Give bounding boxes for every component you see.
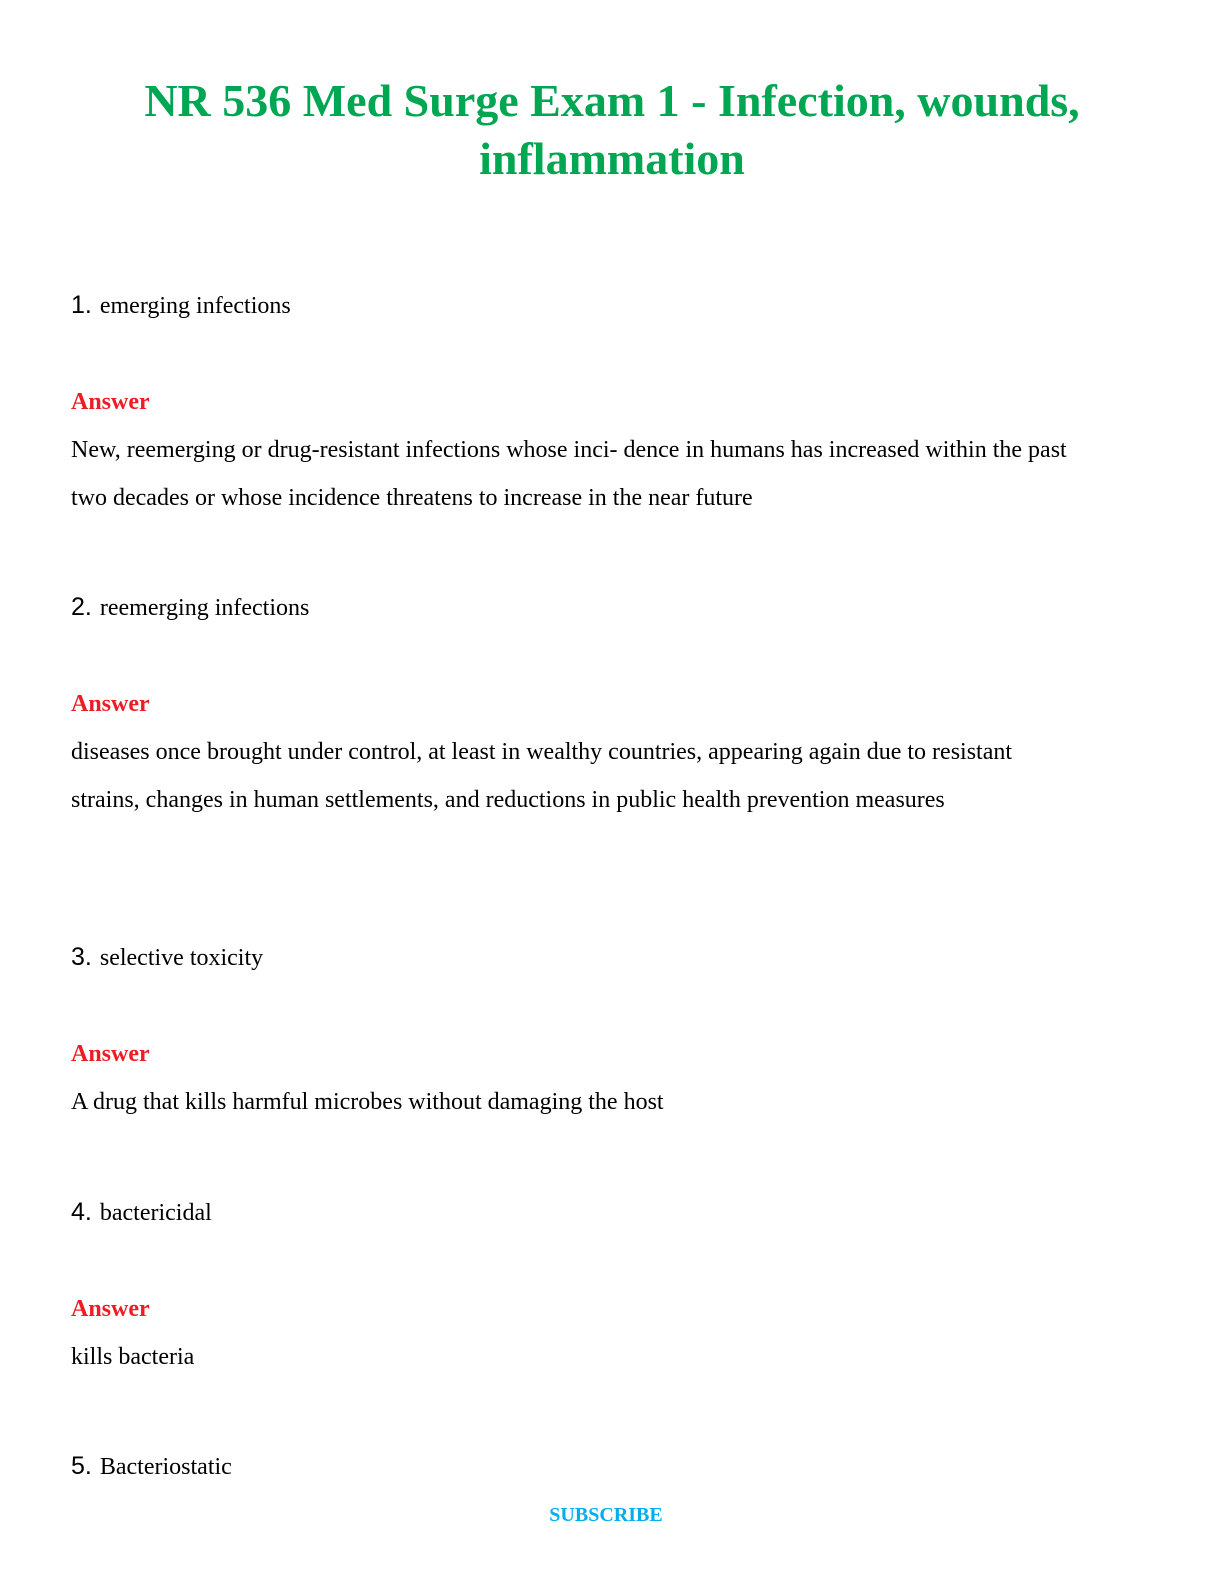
answer-label: Answer [71, 389, 150, 415]
question-4 [71, 1197, 212, 1228]
question-term: emerging infections [99, 293, 291, 319]
question-number: 1. [71, 291, 92, 319]
answer-label: Answer [71, 691, 150, 717]
page-title: NR 536 Med Surge Exam 1 - Infection, wounds, inflammation [144, 75, 1080, 184]
answer-text: New, reemerging or drug-resistant infections whose inci- dence in humans has increased within the past two decades or whose incidence threatens to increase in the near future [71, 437, 1067, 511]
question-term: reemerging infections [99, 595, 310, 621]
question-1 [71, 290, 291, 321]
question-term: Bacteriostatic [99, 1454, 232, 1480]
question-3 [71, 942, 263, 973]
question-term: selective toxicity [99, 945, 264, 971]
question-5 [71, 1451, 232, 1482]
answer-text: diseases once brought under control, at least in wealthy countries, appearing again due to resistant strains, changes in human settlements, and reductions in public health prevention measures [71, 739, 1013, 813]
answer-text: A drug that kills harmful microbes without damaging the host [71, 1089, 664, 1115]
question-number: 5. [71, 1452, 92, 1480]
answer-text: kills bacteria [71, 1344, 195, 1370]
question-2 [71, 592, 309, 623]
answer-label: Answer [71, 1296, 150, 1322]
question-number: 4. [71, 1198, 92, 1226]
question-number: 2. [71, 593, 92, 621]
answer-label: Answer [71, 1041, 150, 1067]
question-number: 3. [71, 943, 92, 971]
subscribe-link[interactable]: SUBSCRIBE [549, 1504, 663, 1526]
question-term: bactericidal [99, 1200, 212, 1226]
